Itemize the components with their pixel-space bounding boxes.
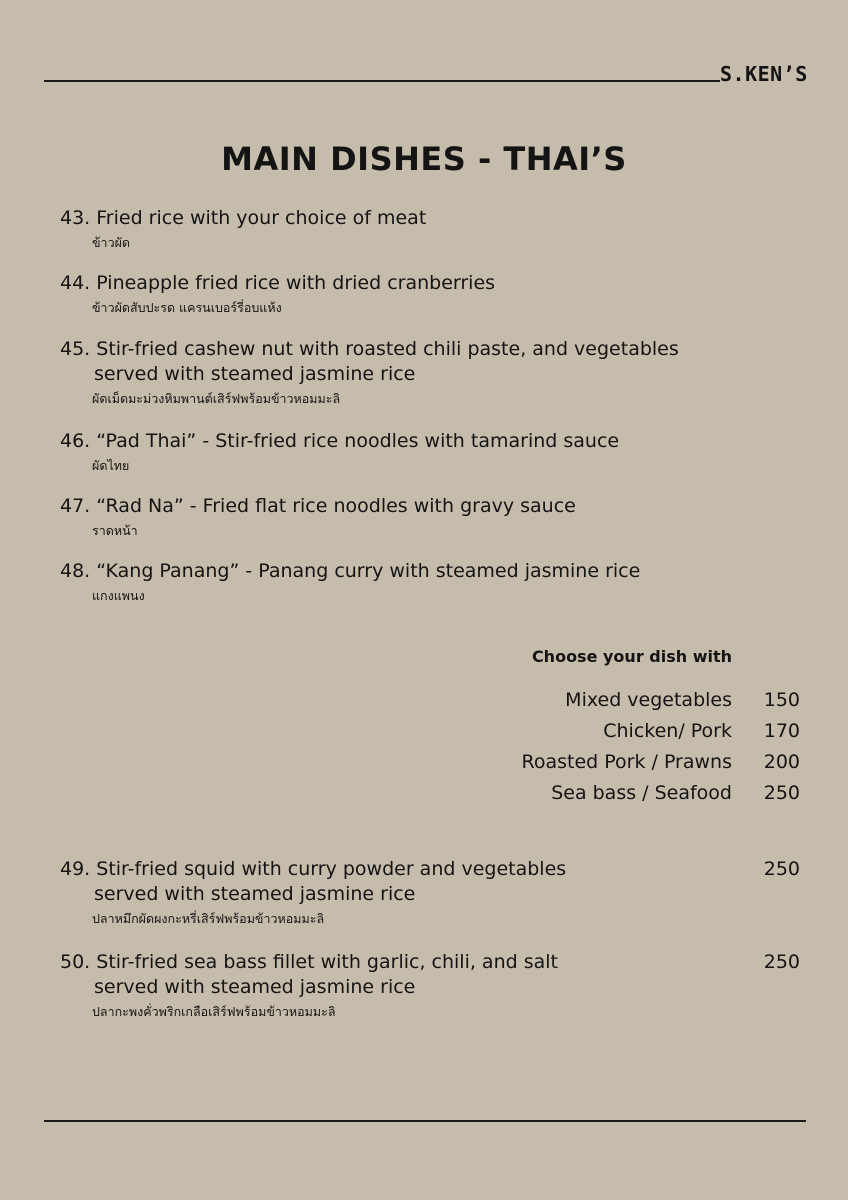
menu-item-46: [60, 430, 820, 476]
dish-name-continued: served with steamed jasmine rice: [94, 883, 416, 905]
dish-name-continued: served with steamed jasmine rice: [94, 976, 416, 998]
option-name: Roasted Pork / Prawns: [521, 751, 732, 773]
dish-name-continued: served with steamed jasmine rice: [94, 363, 416, 385]
dish-name: 46. “Pad Thai” - Stir-fried rice noodles with tamarind sauce: [60, 430, 620, 452]
dish-price: 250: [763, 951, 800, 973]
dish-thai-name: ข้าวผัด: [92, 235, 131, 250]
option-name: Sea bass / Seafood: [551, 782, 732, 804]
dish-name: 43. Fried rice with your choice of meat: [60, 207, 427, 229]
dish-name: 49. Stir-fried squid with curry powder and vegetables: [60, 858, 567, 880]
dish-name: 50. Stir-fried sea bass fillet with garlic, chili, and salt: [60, 951, 558, 973]
brand-logo: S.KEN’S: [720, 62, 808, 86]
option-price: 150: [763, 689, 800, 711]
option-price: 250: [763, 782, 800, 804]
dish-name: 47. “Rad Na” - Fried flat rice noodles with gravy sauce: [60, 495, 576, 517]
menu-item-45: [60, 338, 820, 409]
menu-item-43: [60, 207, 820, 253]
dish-thai-name: แกงแพนง: [92, 588, 145, 603]
menu-item-50: [60, 951, 820, 1022]
choose-heading: Choose your dish with: [531, 647, 732, 666]
dish-thai-name: ผัดเม็ดมะม่วงหิมพานต์เสิร์ฟพร้อมข้าวหอมมะลิ: [92, 391, 341, 406]
dish-name: 44. Pineapple fried rice with dried cranberries: [60, 272, 496, 294]
option-price: 200: [763, 751, 800, 773]
menu-item-44: [60, 272, 820, 318]
footer-rule: [44, 1120, 806, 1122]
option-name: Mixed vegetables: [565, 689, 732, 711]
option-price: 170: [763, 720, 800, 742]
option-name: Chicken/ Pork: [603, 720, 732, 742]
menu-item-49: [60, 858, 820, 929]
header-rule: [44, 80, 720, 82]
page-title: MAIN DISHES - THAI’S: [221, 140, 627, 178]
dish-thai-name: ผัดไทย: [92, 458, 130, 473]
dish-name: 45. Stir-fried cashew nut with roasted chili paste, and vegetables: [60, 338, 679, 360]
menu-item-47: [60, 495, 820, 541]
dish-name: 48. “Kang Panang” - Panang curry with steamed jasmine rice: [60, 560, 641, 582]
dish-thai-name: ปลากะพงคั่วพริกเกลือเสิร์ฟพร้อมข้าวหอมมะลิ: [92, 1004, 336, 1019]
dish-thai-name: ปลาหมึกผัดผงกะหรี่เสิร์ฟพร้อมข้าวหอมมะลิ: [92, 911, 325, 926]
dish-thai-name: ข้าวผัดสับปะรด แครนเบอร์รี่อบแห้ง: [92, 300, 282, 315]
dish-thai-name: ราดหน้า: [92, 523, 138, 538]
menu-item-48: [60, 560, 820, 606]
dish-price: 250: [763, 858, 800, 880]
